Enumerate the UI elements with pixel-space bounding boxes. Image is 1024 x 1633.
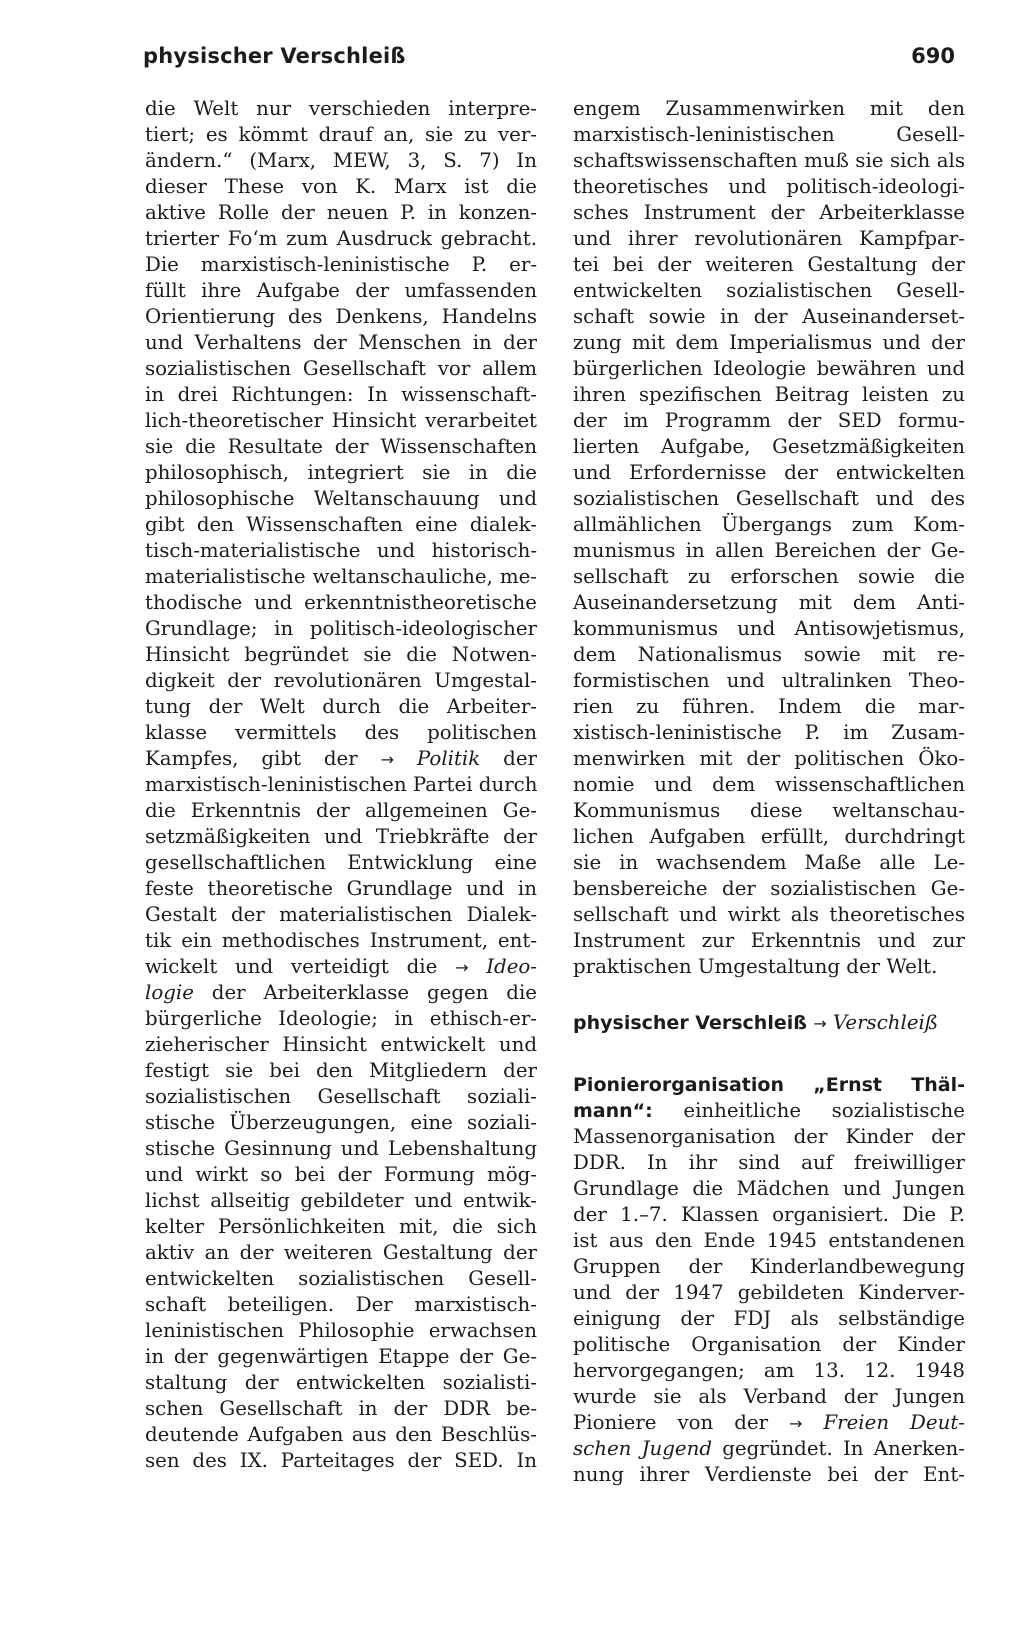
text-line: ihren spezifischen Beitrag leisten zu [573,383,965,406]
text-line: und der 1947 gebildeten Kinderver- [573,1281,965,1304]
text-line: schen Gesellschaft in der DDR be- [145,1397,537,1420]
text-line: kommunismus und Antisowjetismus, [573,617,965,640]
text-line: sellschaft und wirkt als theoretisches [573,903,965,926]
arrow-icon: → [380,750,394,769]
crossref-link-fdj[interactable]: Freien Deut- [823,1411,965,1434]
text-line: deutende Aufgaben aus den Beschlüs- [145,1423,537,1446]
text-line: Orientierung des Denkens, Handelns [145,305,537,328]
text-line: der 1.–7. Klassen organisiert. Die P. [573,1203,965,1226]
text-line: mann“: einheitliche sozialistische [573,1099,965,1122]
text-line: thodische und erkenntnistheoretische [145,591,537,614]
text-block [145,96,537,746]
text-line: tung der Welt durch die Arbeiter- [145,695,537,718]
text-line: feste theoretische Grundlage und in [145,877,537,900]
text-line: füllt ihre Aufgabe der umfassenden [145,279,537,302]
right-column [573,96,965,1488]
text-line: die Erkenntnis der allgemeinen Ge- [145,799,537,822]
crossref-link-ideologie-cont[interactable]: logie [145,981,194,1004]
text-block [573,1124,965,1410]
text-line: digkeit der revolutionären Umgestal- [145,669,537,692]
text-line: zieherischer Hinsicht entwickelt und [145,1033,537,1056]
text-line: formistischen und ultralinken Theo- [573,669,965,692]
text-line: nung ihrer Verdienste bei der Ent- [573,1463,965,1486]
text-line: Grundlage die Mädchen und Jungen [573,1177,965,1200]
text-line: in drei Richtungen: In wissenschaft- [145,383,537,406]
text-line: sellschaft zu erforschen sowie die [573,565,965,588]
text-line: tik ein methodisches Instrument, ent- [145,929,537,952]
text-line: sches Instrument der Arbeiterklasse [573,201,965,224]
text-block [573,96,965,980]
text-line: in der gegenwärtigen Etappe der Ge- [145,1345,537,1368]
text-line: trierter Fo‘m zum Ausdruck gebracht. [145,227,537,250]
text-line: Massenorganisation der Kinder der [573,1125,965,1148]
arrow-icon: → [789,1414,803,1433]
text-line: entwickelten sozialistischen Gesell- [573,279,965,302]
text-line: wickelt und verteidigt die → Ideo- [145,955,537,978]
text-line: Kommunismus diese weltanschau- [573,799,965,822]
text-line: und Erfordernisse der entwickelten [573,461,965,484]
text-line: und wirkt so bei der Formung mög- [145,1163,537,1186]
text-line: und Verhaltens der Menschen in der [145,331,537,354]
text-line: bensbereiche der sozialistischen Ge- [573,877,965,900]
entry-headword-cont: mann“: [573,1100,653,1122]
running-head: physischer Verschleiß [143,44,406,68]
text-line: schaftswissenschaften muß sie sich als [573,149,965,172]
text-line: lichst allseitig gebildeter und entwik- [145,1189,537,1212]
text-line: logie der Arbeiterklasse gegen die [145,981,538,1004]
text-line: allmählichen Übergangs zum Kom- [573,513,965,536]
text-line: DDR. In ihr sind auf freiwilliger [573,1151,965,1174]
text-line: dem Nationalismus sowie mit re- [573,643,965,666]
text-line: xistisch-leninistische P. im Zusam- [573,721,965,744]
text-line: tisch-materialistische und historisch- [145,539,537,562]
crossref-link-verschleiss[interactable]: Verschleiß [832,1011,939,1034]
text-line: marxistisch-leninistischen Gesell- [573,123,965,146]
text-line: sie die Resultate der Wissenschaften [145,435,537,458]
text-line: stische Überzeugungen, eine soziali- [145,1111,537,1134]
text-line: politische Organisation der Kinder [573,1333,965,1356]
text-line: lierten Aufgabe, Gesetzmäßigkeiten [573,435,965,458]
arrow-icon: → [455,958,469,977]
text-line: engem Zusammenwirken mit den [573,97,965,120]
text-line: setzmäßigkeiten und Triebkräfte der [145,825,537,848]
text-line: bürgerlichen Ideologie bewähren und [573,357,965,380]
text-line: sozialistischen Gesellschaft vor allem [145,357,537,380]
text-line: sen des IX. Parteitages der SED. In [145,1449,537,1472]
crossref-link-politik[interactable]: Politik [416,747,481,770]
text-line: philosophisch, integriert sie in die [145,461,537,484]
text-line: Gruppen der Kinderlandbewegung [573,1255,965,1278]
text-line: menwirken mit der politischen Öko- [573,747,965,770]
text-line: kelter Persönlichkeiten mit, die sich [145,1215,537,1238]
crossref-link-fdj-cont[interactable]: schen Jugend [573,1437,713,1460]
text-line: stische Gesinnung und Lebenshaltung [145,1137,537,1160]
text-line: der im Programm der SED formu- [573,409,965,432]
text-line: die Welt nur verschieden interpre- [145,97,537,120]
text-line: tiert; es kömmt drauf an, sie zu ver- [145,123,537,146]
text-line: sozialistischen Gesellschaft und des [573,487,965,510]
text-line: festigt sie bei den Mitgliedern der [145,1059,537,1082]
text-line: lichen Aufgaben erfüllt, durchdringt [573,825,965,848]
text-line: Hinsicht begründet sie die Notwen- [145,643,537,666]
text-line: ändern.“ (Marx, MEW, 3, S. 7) In [145,149,537,172]
crossref-entry [573,1010,965,1036]
page-number: 690 [911,44,955,68]
text-line: Instrument zur Erkenntnis und zur [573,929,965,952]
text-line: munismus in allen Bereichen der Ge- [573,539,965,562]
text-line: ist aus den Ende 1945 entstandenen [573,1229,965,1252]
text-line: wurde sie als Verband der Jungen [573,1385,965,1408]
text-line: aktiv an der weiteren Gestaltung der [145,1241,537,1264]
text-line: Die marxistisch-leninistische P. er- [145,253,537,276]
text-line: einigung der FDJ als selbständige [573,1307,965,1330]
text-line: Kampfes, gibt der → Politik der [145,747,537,770]
text-block [145,1006,537,1474]
text-line: leninistischen Philosophie erwachsen [145,1319,537,1342]
text-line: bürgerliche Ideologie; in ethisch-er- [145,1007,537,1030]
text-line: klasse vermittels des politischen [145,721,537,744]
text-line: praktischen Umgestaltung der Welt. [573,955,938,978]
text-line: zung mit dem Imperialismus und der [573,331,965,354]
text-line: materialistische weltanschauliche, me- [145,565,537,588]
text-line: Gestalt der materialistischen Dialek- [145,903,537,926]
text-line: Pioniere von der → Freien Deut- [573,1411,965,1434]
text-line: schaft sowie in der Auseinanderset- [573,305,965,328]
text-line: gibt den Wissenschaften eine dialek- [145,513,537,536]
text-line: theoretisches und politisch-ideologi- [573,175,965,198]
text-line: nomie und dem wissenschaftlichen [573,773,965,796]
text-line: rien zu führen. Indem die mar- [573,695,965,718]
left-column [145,96,537,1474]
text-line: aktive Rolle der neuen P. in konzen- [145,201,537,224]
text-line: Auseinandersetzung mit dem Anti- [573,591,965,614]
text-line: schaft beteiligen. Der marxistisch- [145,1293,537,1316]
text-line: staltung der entwickelten sozialisti- [145,1371,537,1394]
text-line: dieser These von K. Marx ist die [145,175,537,198]
text-block [145,772,537,954]
text-line: philosophische Weltanschauung und [145,487,537,510]
text-line: Grundlage; in politisch-ideologischer [145,617,537,640]
text-line: hervorgegangen; am 13. 12. 1948 [573,1359,965,1382]
text-line: gesellschaftlichen Entwicklung eine [145,851,537,874]
text-line: und ihrer revolutionären Kampfpar- [573,227,965,250]
text-line: lich-theoretischer Hinsicht verarbeitet [145,409,537,432]
text-line: sozialistischen Gesellschaft soziali- [145,1085,537,1108]
entry-headword: Pionierorganisation „Ernst Thäl- [573,1074,965,1096]
text-line: sie in wachsendem Maße alle Le- [573,851,965,874]
entry-headword: physischer Verschleiß [573,1012,807,1034]
text-line: entwickelten sozialistischen Gesell- [145,1267,537,1290]
text-line: tei bei der weiteren Gestaltung der [573,253,965,276]
arrow-icon: → [813,1014,827,1033]
text-line: schen Jugend gegründet. In Anerken- [573,1437,965,1460]
crossref-link-ideologie[interactable]: Ideo- [486,955,537,978]
text-line: marxistisch-leninistischen Partei durch [145,773,538,796]
